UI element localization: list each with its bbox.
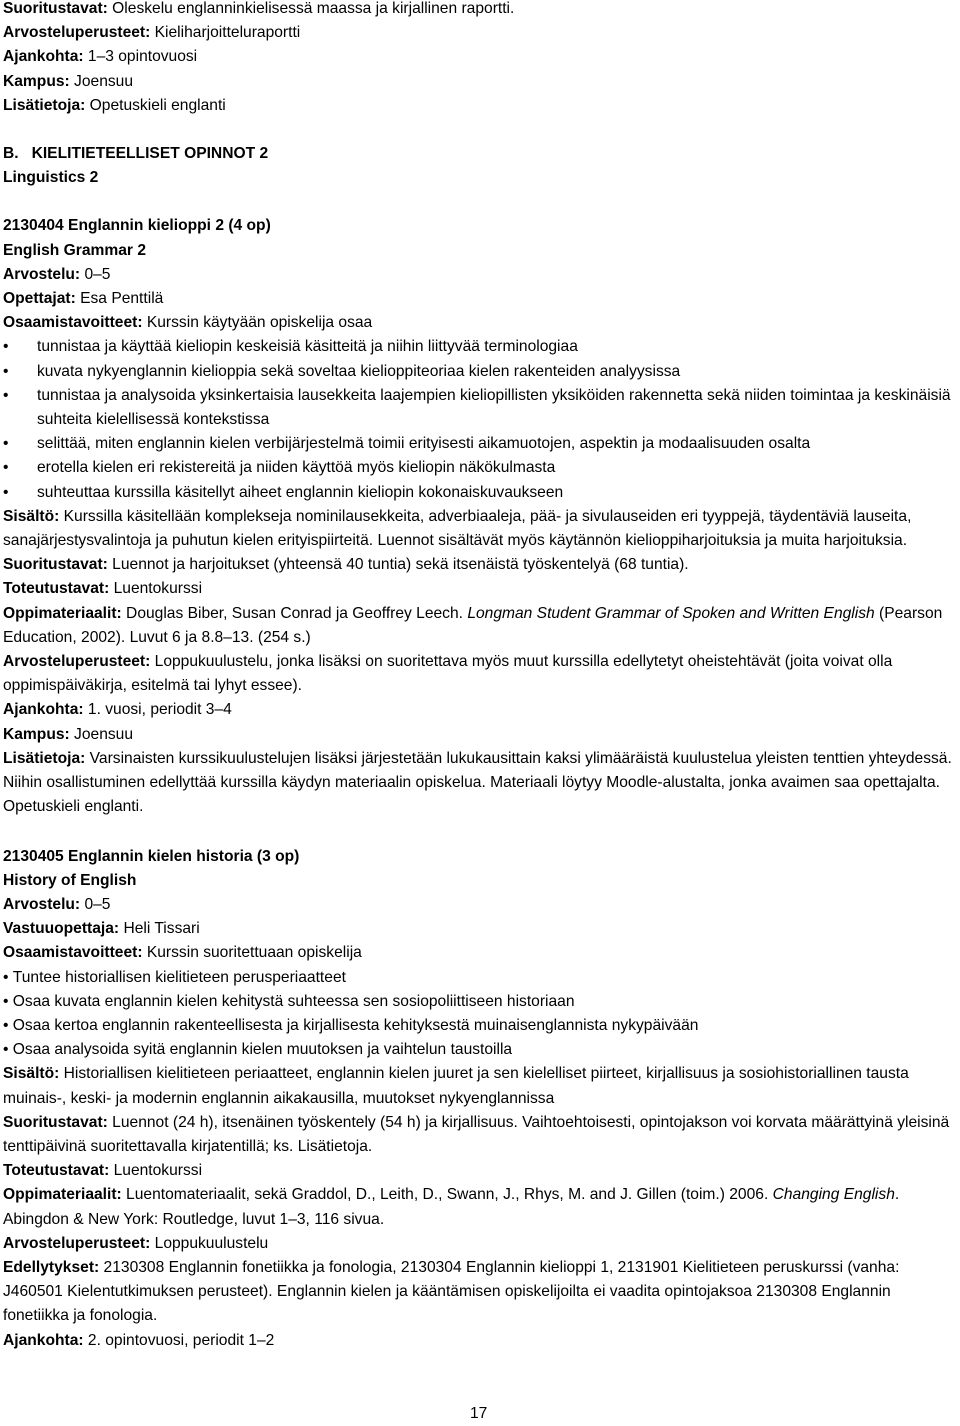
top-line-timing: Ajankohta: 1–3 opintovuosi: [3, 48, 198, 66]
list-item: • suhteuttaa kurssilla käsitellyt aiheet englannin kieliopin kokonaiskuvaukseen: [3, 481, 955, 505]
materials: Oppimateriaalit: Douglas Biber, Susan Conrad ja Geoffrey Leech. Longman Student Grammar of Spoken and Written English (Pearson Education, 2002). Luvut 6 ja 8.8–13. (254 s.): [3, 604, 943, 646]
objectives-list: [3, 966, 955, 1063]
list-item: • Osaa analysoida syitä englannin kielen muutoksen ja vaihtelun taustoilla: [3, 1038, 955, 1062]
course-history: [3, 845, 955, 1353]
list-item: • Osaa kuvata englannin kielen kehitystä suhteessa sen sosiopoliittiseen historiaan: [3, 990, 955, 1014]
list-item: • erotella kielen eri rekistereitä ja niiden käyttöä myös kieliopin näkökulmasta: [3, 456, 955, 480]
list-item: • tunnistaa ja käyttää kieliopin keskeisiä käsitteitä ja niihin liittyvää terminologiaa: [3, 335, 955, 359]
content: Sisältö: Kurssilla käsitellään komplekseja nominilausekkeita, adverbiaaleja, pää- ja sivulauseiden eri tyyppejä, täydentäviä lauseita, sanajärjestysvalintoja ja puhutun kielen erityispiirteitä. Luennot sisältävät myös käytännön kielioppiharjoituksia ja muita harjoituksia.: [3, 507, 912, 550]
list-item: • Tuntee historiallisen kielitieteen perusperiaatteet: [3, 966, 955, 990]
campus: Kampus: Joensuu: [3, 725, 134, 743]
objectives-intro: Osaamistavoitteet: Kurssin käytyään opiskelija osaa: [3, 314, 373, 332]
top-line-methods: Suoritustavat: Oleskelu englanninkielisessä maassa ja kirjallinen raportti.: [3, 0, 515, 17]
course-title: 2130404 Englannin kielioppi 2 (4 op): [3, 217, 271, 235]
section-heading: B. KIELITIETEELLISET OPINNOT 2: [3, 145, 269, 163]
list-item: • kuvata nykyenglannin kielioppia sekä soveltaa kielioppiteoriaa kielen rakenteiden analyysissa: [3, 360, 955, 384]
grading: Arvostelu: 0–5: [3, 895, 111, 913]
top-line-campus: Kampus: Joensuu: [3, 72, 134, 90]
delivery: Toteutustavat: Luentokurssi: [3, 580, 203, 598]
course-english-title: English Grammar 2: [3, 241, 146, 259]
objectives-list: [3, 335, 955, 504]
grading: Arvostelu: 0–5: [3, 265, 111, 283]
responsible-teacher: Vastuuopettaja: Heli Tissari: [3, 920, 200, 938]
additional-info: Lisätietoja: Varsinaisten kurssikuulustelujen lisäksi järjestetään lukukausittain kaksi ylimääräistä kuulustelua yleisten tenttien yhteydessä. Niihin osallistuminen edellyttää kurssilla käydyn materiaalin opiskelua. Materiaali löytyy Moodle-alustalta, jonka avaimen saa opettajalta. Opetuskieli englanti.: [3, 749, 952, 816]
list-item: • selittää, miten englannin kielen verbijärjestelmä toimii erityisesti aikamuotojen, aspektin ja modaalisuuden osalta: [3, 432, 955, 456]
top-block: [3, 0, 955, 118]
list-item: • tunnistaa ja analysoida yksinkertaisia lausekkeita laajempien kieliopillisten yksiköiden rakennetta sekä niiden toimintaa ja keskinäisiä suhteita kielellisessä kontekstissa: [3, 384, 955, 432]
objectives-intro: Osaamistavoitteet: Kurssin suoritettuaan opiskelija: [3, 944, 362, 962]
criteria: Arvosteluperusteet: Loppukuulustelu, jonka lisäksi on suoritettava myös muut kurssilla edellytetyt oheistehtävät (joita voivat olla oppimispäiväkirja, esitelmä tai lyhyt essee).: [3, 653, 893, 695]
course-english-title: History of English: [3, 871, 137, 889]
course-grammar: [3, 214, 955, 819]
top-line-criteria: Arvosteluperusteet: Kieliharjoitteluraportti: [3, 24, 301, 42]
teachers: Opettajat: Esa Penttilä: [3, 290, 164, 308]
materials: Oppimateriaalit: Luentomateriaalit, sekä Graddol, D., Leith, D., Swann, J., Rhys, M. and J. Gillen (toim.) 2006. Changing English. Abingdon & New York: Routledge, luvut 1–3, 116 sivua.: [3, 1186, 900, 1228]
document-page: [3, 0, 955, 1353]
methods: Suoritustavat: Luennot (24 h), itsenäinen työskentely (54 h) ja kirjallisuus. Vaihtoehtoisesti, opintojakson voi korvata määrättyinä yleisinä tenttipäivinä suoritettavalla kirjatentillä; ks. Lisätietoja.: [3, 1113, 950, 1155]
top-line-info: Lisätietoja: Opetuskieli englanti: [3, 96, 226, 114]
section-subheading: Linguistics 2: [3, 169, 99, 187]
prerequisites: Edellytykset: 2130308 Englannin fonetiikka ja fonologia, 2130304 Englannin kielioppi 1, 2131901 Kielitieteen peruskurssi (vanha: J460501 Kielentutkimuksen perusteet). Englannin kielen ja kääntämisen opiskelijoilta ei vaadita opintojaksoa 2130308 Englannin fonetiikka ja fonologia.: [3, 1258, 900, 1325]
methods: Suoritustavat: Luennot ja harjoitukset (yhteensä 40 tuntia) sekä itsenäistä työskentelyä (68 tuntia).: [3, 556, 689, 574]
list-item: • Osaa kertoa englannin rakenteellisesta ja kirjallisesta kehityksestä muinaisenglannista nykypäivään: [3, 1014, 955, 1038]
course-title: 2130405 Englannin kielen historia (3 op): [3, 847, 300, 865]
delivery: Toteutustavat: Luentokurssi: [3, 1162, 203, 1180]
content: Sisältö: Historiallisen kielitieteen periaatteet, englannin kielen juuret ja sen kielelliset piirteet, kirjallisuus ja sosiohistoriallinen tausta muinais-, keski- ja modernin englannin aikakausilla, muutokset nykyenglannissa: [3, 1065, 909, 1107]
timing: Ajankohta: 2. opintovuosi, periodit 1–2: [3, 1331, 275, 1349]
timing: Ajankohta: 1. vuosi, periodit 3–4: [3, 701, 232, 719]
page-number: 17: [470, 1405, 488, 1422]
criteria: Arvosteluperusteet: Loppukuulustelu: [3, 1234, 269, 1252]
